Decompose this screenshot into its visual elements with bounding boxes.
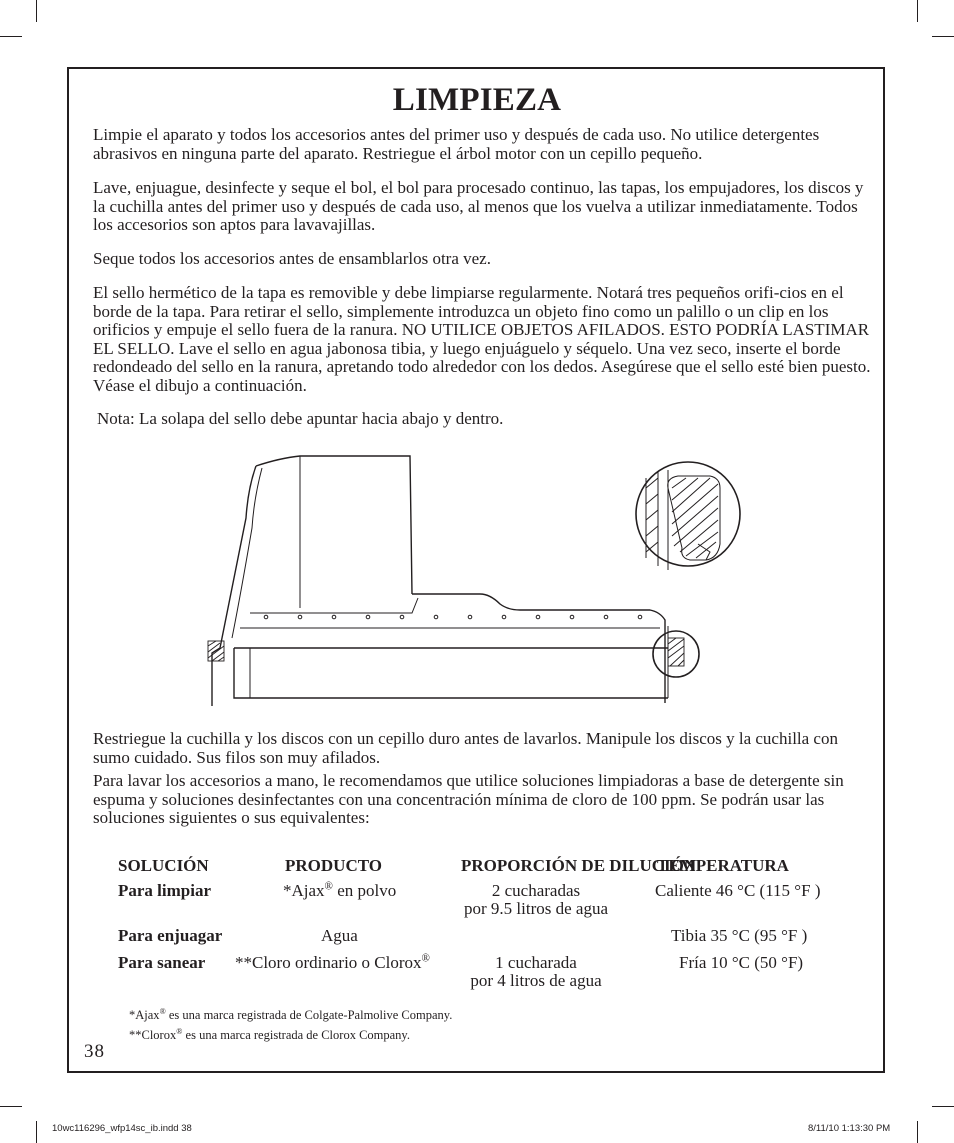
page-title: LIMPIEZA (392, 82, 562, 118)
crop-mark (0, 36, 22, 37)
note-seal-flap: Nota: La solapa del sello debe apuntar hacia abajo y dentro. (97, 409, 504, 428)
lid-seal-diagram (190, 448, 750, 710)
header-proporcion: PROPORCIÓN DE DILUCIÓN (461, 856, 697, 875)
row-ratio: 1 cucharada por 4 litros de agua (470, 953, 602, 990)
feed-tube-outline (256, 456, 412, 594)
row-temperature: Fría 10 °C (50 °F) (679, 953, 804, 972)
callout-seal-hatch (668, 638, 684, 666)
paragraph-blades: Restriegue la cuchilla y los discos con un cepillo duro antes de lavarlos. Manipule los discos y la cuchilla con sumo cuidado. Sus filos son muy afilados. (93, 729, 838, 767)
header-temperatura: TEMPERATURA (657, 856, 789, 875)
slug-timestamp: 8/11/10 1:13:30 PM (808, 1123, 891, 1134)
paragraph-general: Limpie el aparato y todos los accesorios antes del primer uso y después de cada uso. No utilice detergentes abrasivos en ninguna parte del aparato. Restriegue el árbol motor con un cepillo pequeño. (93, 125, 820, 163)
row-solution: Para sanear (118, 953, 206, 972)
page-number: 38 (84, 1041, 105, 1062)
header-solucion: SOLUCIÓN (118, 856, 209, 875)
row-solution: Para limpiar (118, 881, 212, 900)
crop-mark (932, 1106, 954, 1107)
row-temperature: Tibia 35 °C (95 °F ) (671, 926, 808, 945)
paragraph-dry: Seque todos los accesorios antes de ensamblarlos otra vez. (93, 249, 491, 268)
row-temperature: Caliente 46 °C (115 °F ) (655, 881, 821, 900)
crop-mark (36, 1121, 37, 1143)
row-product: **Cloro ordinario o Clorox® (235, 952, 430, 972)
lid-rim (234, 648, 668, 698)
header-producto: PRODUCTO (285, 856, 382, 875)
row-solution: Para enjuagar (118, 926, 223, 945)
footnote-clorox: **Clorox® es una marca registrada de Clorox Company. (129, 1026, 410, 1042)
crop-mark (36, 0, 37, 22)
paragraph-wash: Lave, enjuague, desinfecte y seque el bol, el bol para procesado continuo, las tapas, los empujadores, los discos y la cuchilla antes del primer uso y después de cada uso, al menos que los vuelva a utilizar inmediatamente. Todos los accesorios son aptos para lavavajillas. (93, 178, 864, 234)
paragraph-seal: El sello hermético de la tapa es removible y debe limpiarse regularmente. Notará tres pequeños orifi-cios en el borde de la tapa. Para retirar el sello, simplemente introduzca un objeto fino como un palillo o un clip en los orificios y empuje el sello fuera de la ranura. NO UTILICE OBJETOS AFILADOS. ESTO PODRÍA LASTIMAR EL SELLO. Lave el sello en agua jabonosa tibia, y luego enjuáguelo y séquelo. Una vez seco, inserte el borde redondeado del sello en la ranura, apretando todo alrededor con los dedos. Asegúrese que el sello esté bien puesto. Véase el dibujo a continuación. (93, 283, 871, 395)
paragraph-hand-wash: Para lavar los accesorios a mano, le recomendamos que utilice soluciones limpiadoras a base de detergente sin espuma y soluciones desinfectantes con una concentración mínima de cloro de 100 ppm. Se podrán usar las soluciones siguientes o sus equivalentes: (93, 771, 844, 827)
magnified-seal-circle (636, 462, 740, 566)
seal-holes (264, 615, 642, 619)
row-product: Agua (321, 926, 358, 945)
crop-mark (917, 1121, 918, 1143)
slug-file-info: 10wc116296_wfp14sc_ib.indd 38 (52, 1123, 192, 1134)
row-product: *Ajax® en polvo (283, 880, 397, 900)
row-ratio: 2 cucharadas por 9.5 litros de agua (464, 881, 608, 918)
footnote-ajax: *Ajax® es una marca registrada de Colgate-Palmolive Company. (129, 1006, 453, 1022)
crop-mark (917, 0, 918, 22)
crop-mark (0, 1106, 22, 1107)
crop-mark (932, 36, 954, 37)
